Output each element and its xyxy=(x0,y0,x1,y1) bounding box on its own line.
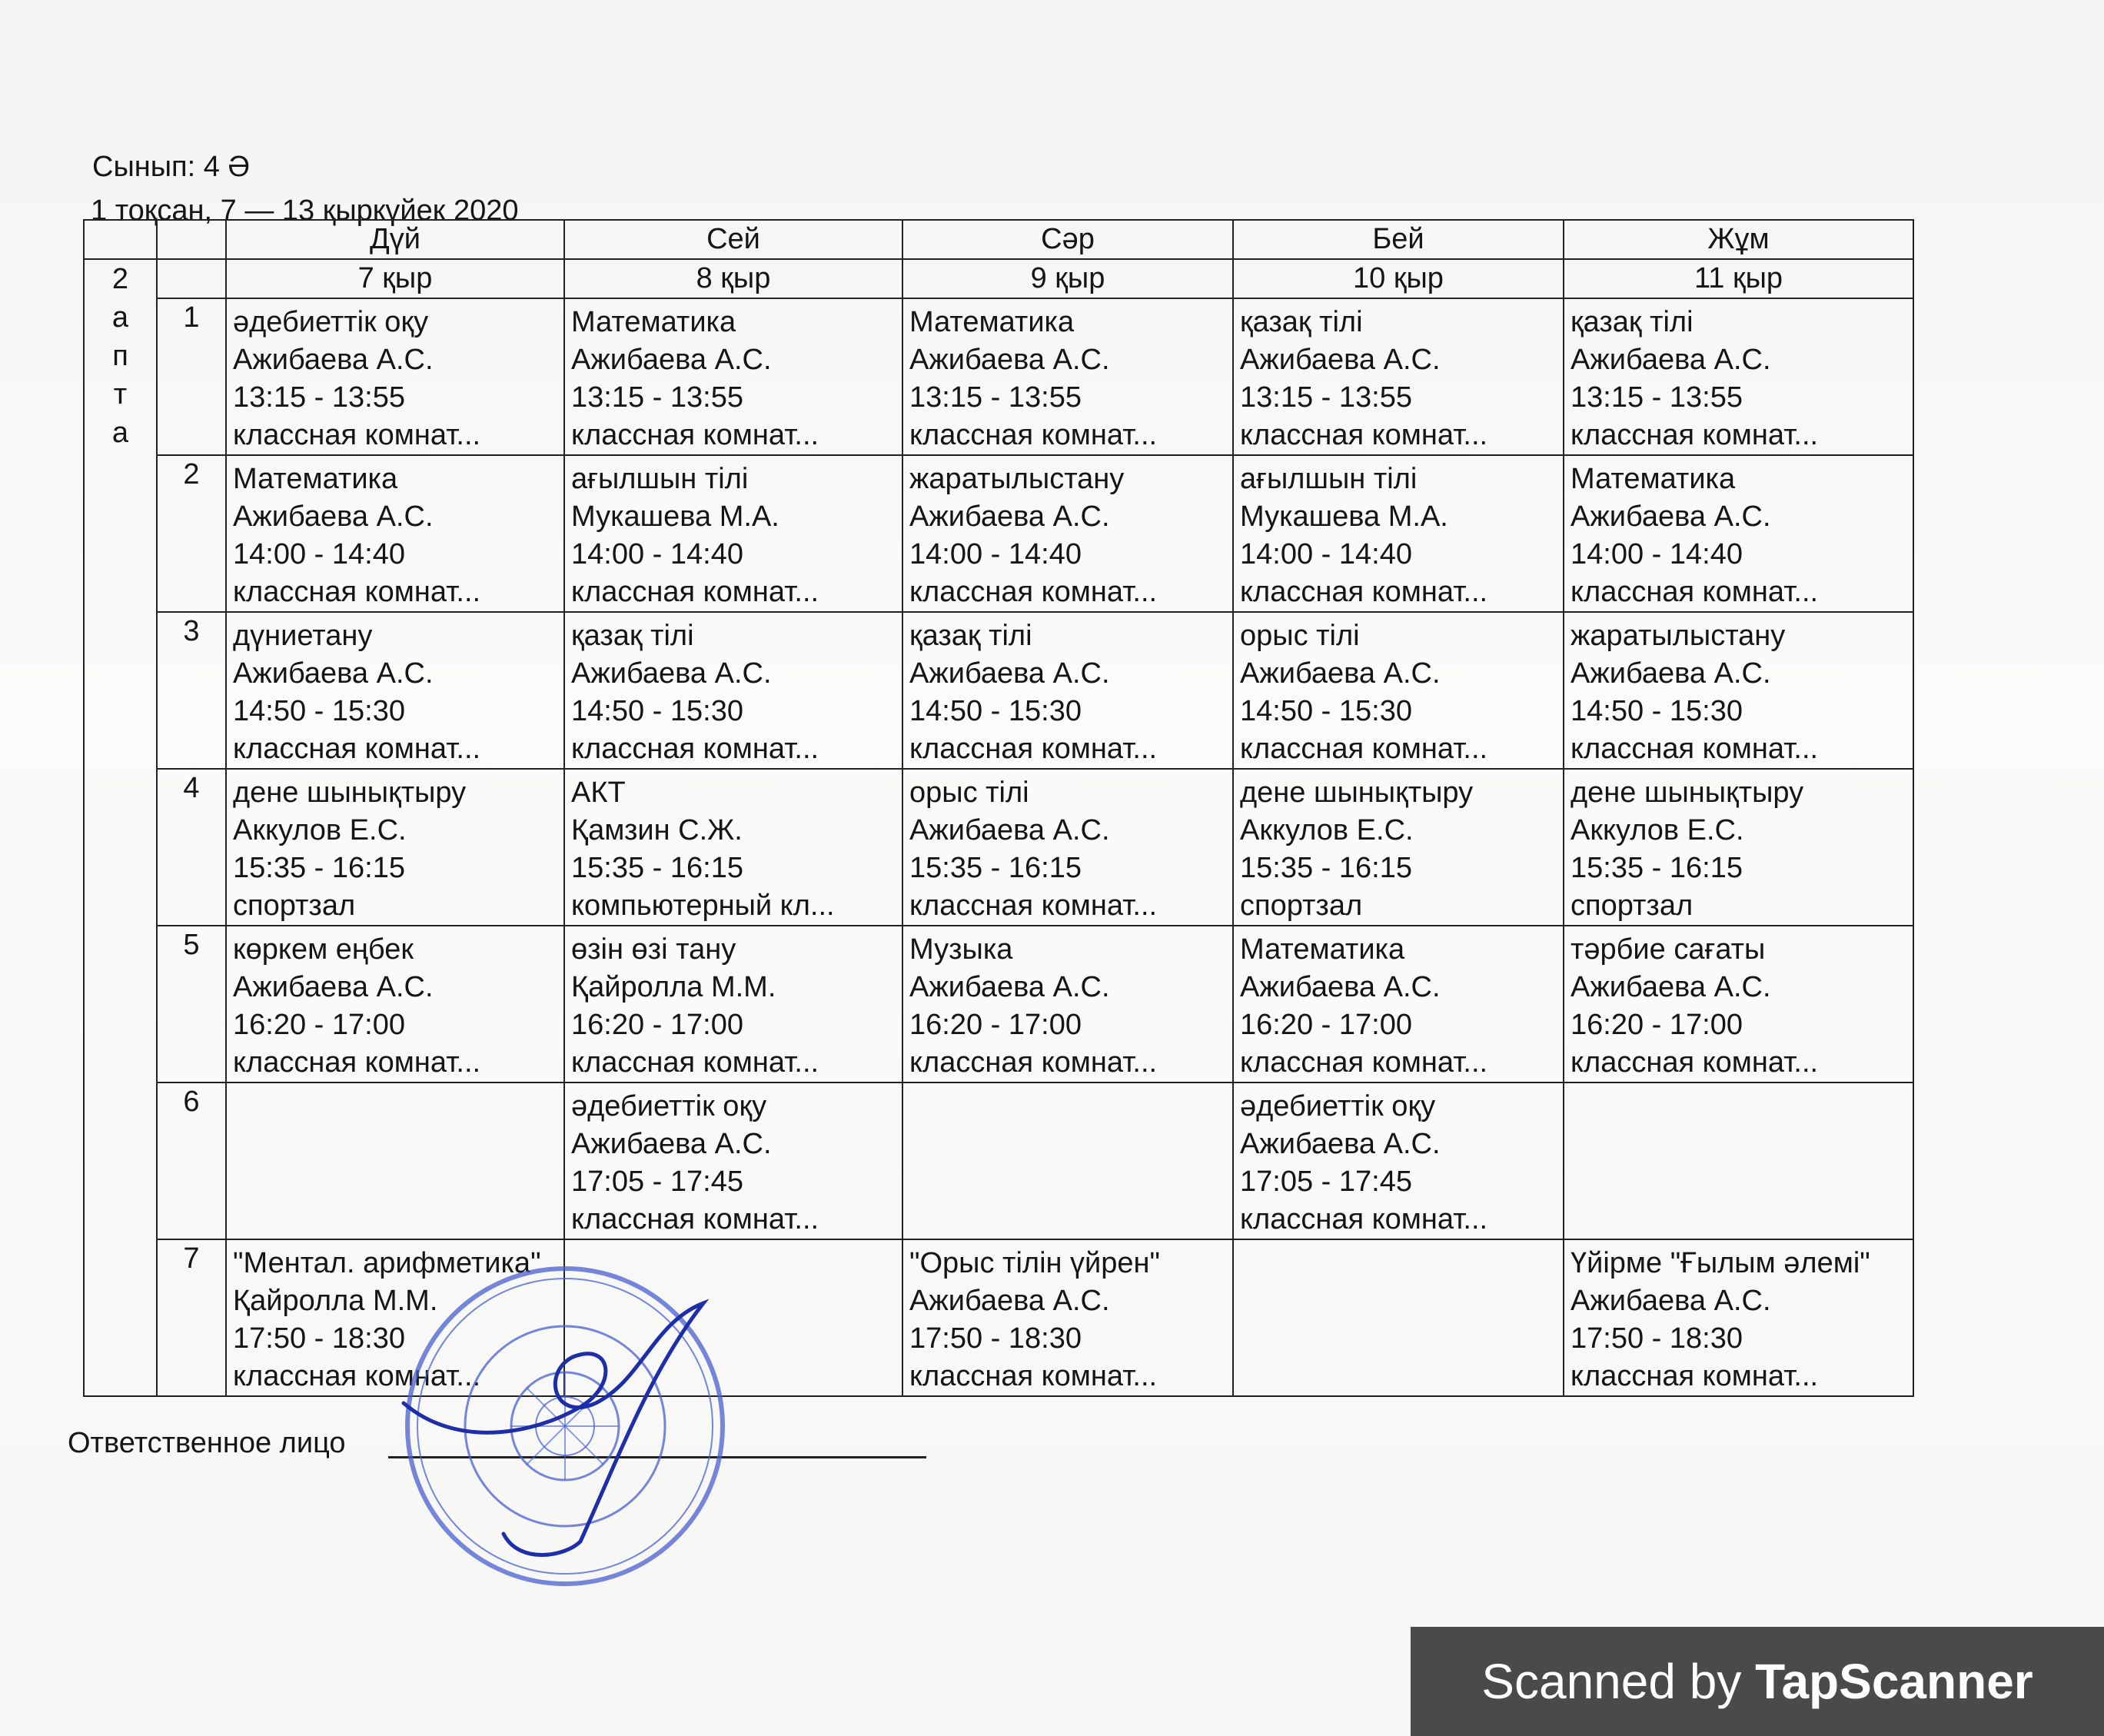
lesson-room: классная комнат... xyxy=(909,733,1158,765)
lesson-cell-mon xyxy=(226,298,564,455)
week-label-char: т xyxy=(113,378,128,411)
lesson-subject xyxy=(1571,1088,1905,1126)
lesson-subject: АКТ xyxy=(571,777,626,809)
lesson-teacher: Ажибаева А.С. xyxy=(909,1285,1110,1317)
lesson-subject: жаратылыстану xyxy=(1571,620,1786,652)
lesson-room: классная комнат... xyxy=(909,1046,1158,1079)
lesson-cell-thu xyxy=(1233,612,1564,769)
lesson-subject xyxy=(233,1088,556,1126)
lesson-time: 14:50 - 15:30 xyxy=(909,695,1082,727)
lesson-time: 16:20 - 17:00 xyxy=(909,1009,1082,1041)
lesson-teacher: Мукашева М.А. xyxy=(1240,501,1448,533)
lesson-time: 14:50 - 15:30 xyxy=(233,695,405,727)
lesson-cell-fri xyxy=(1564,769,1913,926)
lesson-teacher: Ажибаева А.С. xyxy=(1571,1285,1771,1317)
lesson-time: 15:35 - 16:15 xyxy=(909,852,1082,884)
lesson-content xyxy=(1234,456,1563,611)
lesson-teacher: Ажибаева А.С. xyxy=(1240,971,1441,1003)
lesson-teacher: Қайролла М.М. xyxy=(233,1285,438,1317)
lesson-cell-wed xyxy=(902,1239,1233,1396)
lesson-content xyxy=(227,1083,563,1239)
lesson-content xyxy=(565,613,902,768)
lesson-subject: әдебиеттік оқу xyxy=(233,306,429,338)
lesson-content xyxy=(903,926,1232,1082)
lesson-row xyxy=(84,455,1913,612)
watermark-brand: TapScanner xyxy=(1755,1654,2033,1709)
lesson-subject: Математика xyxy=(1571,463,1736,495)
lesson-subject: дене шынықтыру xyxy=(1240,777,1474,809)
lesson-cell-tue xyxy=(564,769,902,926)
lesson-cell-thu xyxy=(1233,769,1564,926)
lesson-cell-tue xyxy=(564,455,902,612)
lesson-teacher: Қайролла М.М. xyxy=(571,971,776,1003)
lesson-time: 14:00 - 14:40 xyxy=(1240,538,1412,570)
lesson-content xyxy=(1234,299,1563,454)
lesson-time xyxy=(1571,1163,1905,1201)
lesson-subject: ағылшын тілі xyxy=(571,463,749,495)
lesson-number: 7 xyxy=(157,1239,226,1396)
lesson-cell-thu xyxy=(1233,298,1564,455)
lesson-time: 15:35 - 16:15 xyxy=(571,852,743,884)
lesson-subject: Математика xyxy=(571,306,736,338)
lesson-room: классная комнат... xyxy=(1240,576,1488,608)
lesson-cell-wed xyxy=(902,1083,1233,1239)
lesson-teacher: Ажибаева А.С. xyxy=(571,1128,772,1160)
day-date-mon: 7 қыр xyxy=(226,259,564,298)
lesson-subject: әдебиеттік оқу xyxy=(1240,1090,1436,1122)
lesson-time: 13:15 - 13:55 xyxy=(1571,381,1743,414)
lesson-subject: дене шынықтыру xyxy=(1571,777,1804,809)
lesson-subject xyxy=(909,1088,1225,1126)
lesson-teacher: Ажибаева А.С. xyxy=(909,501,1110,533)
lesson-subject: Математика xyxy=(1240,933,1405,966)
lesson-subject: тәрбие сағаты xyxy=(1571,933,1766,966)
lesson-cell-fri xyxy=(1564,926,1913,1083)
lesson-content xyxy=(1564,299,1913,454)
lesson-room: классная комнат... xyxy=(571,576,819,608)
lesson-cell-mon xyxy=(226,612,564,769)
lesson-content xyxy=(227,456,563,611)
lesson-room: классная комнат... xyxy=(233,576,481,608)
lesson-cell-wed xyxy=(902,612,1233,769)
lesson-teacher: Ажибаева А.С. xyxy=(1571,971,1771,1003)
lesson-room xyxy=(909,1201,1225,1239)
lesson-time: 17:05 - 17:45 xyxy=(571,1166,743,1198)
lesson-room: классная комнат... xyxy=(233,733,481,765)
lesson-subject: Музыка xyxy=(909,933,1013,966)
lesson-room: спортзал xyxy=(1571,890,1694,922)
lesson-cell-fri xyxy=(1564,1083,1913,1239)
lesson-cell-fri xyxy=(1564,612,1913,769)
lesson-time: 14:50 - 15:30 xyxy=(1571,695,1743,727)
lesson-time: 13:15 - 13:55 xyxy=(571,381,743,414)
lesson-cell-wed xyxy=(902,455,1233,612)
lesson-content xyxy=(1234,613,1563,768)
day-name-mon: Дүй xyxy=(226,220,564,259)
lesson-row xyxy=(84,612,1913,769)
lesson-content xyxy=(227,613,563,768)
lesson-teacher: Ажибаева А.С. xyxy=(1571,344,1771,376)
lesson-room: классная комнат... xyxy=(1240,1046,1488,1079)
lesson-room xyxy=(1571,1201,1905,1239)
day-name-tue: Сей xyxy=(564,220,902,259)
lesson-room: классная комнат... xyxy=(571,1203,819,1235)
lesson-row xyxy=(84,298,1913,455)
lesson-content xyxy=(1564,456,1913,611)
lesson-time: 17:50 - 18:30 xyxy=(909,1322,1082,1355)
lesson-room: классная комнат... xyxy=(571,419,819,451)
corner-cell xyxy=(84,220,157,259)
lesson-room: классная комнат... xyxy=(909,419,1158,451)
lesson-subject: "Ментал. арифметика" xyxy=(233,1247,541,1279)
lesson-room: классная комнат... xyxy=(909,1360,1158,1392)
lesson-time: 17:50 - 18:30 xyxy=(1571,1322,1743,1355)
lesson-room: спортзал xyxy=(1240,890,1363,922)
lesson-subject: дене шынықтыру xyxy=(233,777,467,809)
lesson-subject: ағылшын тілі xyxy=(1240,463,1418,495)
lesson-cell-thu xyxy=(1233,926,1564,1083)
lesson-room: классная комнат... xyxy=(233,1360,481,1392)
lesson-number: 3 xyxy=(157,612,226,769)
lesson-time: 14:00 - 14:40 xyxy=(909,538,1082,570)
lesson-teacher: Ажибаева А.С. xyxy=(233,344,434,376)
lesson-subject: орыс тілі xyxy=(909,777,1029,809)
day-date-fri: 11 қыр xyxy=(1564,259,1913,298)
lesson-time: 17:05 - 17:45 xyxy=(1240,1166,1412,1198)
lesson-room: классная комнат... xyxy=(1240,733,1488,765)
lesson-room: классная комнат... xyxy=(1571,733,1819,765)
day-date-tue: 8 қыр xyxy=(564,259,902,298)
lesson-room: спортзал xyxy=(233,890,356,922)
lesson-cell-fri xyxy=(1564,298,1913,455)
lesson-content xyxy=(903,456,1232,611)
lesson-teacher xyxy=(1571,1126,1905,1163)
schedule-table xyxy=(83,219,1914,1397)
lesson-cell-thu xyxy=(1233,1239,1564,1396)
lesson-room: классная комнат... xyxy=(909,890,1158,922)
lesson-time: 15:35 - 16:15 xyxy=(1240,852,1412,884)
quarter-date-range: 1 тоқсан, 7 — 13 қыркүйек 2020 xyxy=(91,195,519,227)
lesson-teacher xyxy=(909,1126,1225,1163)
lesson-teacher xyxy=(1240,1282,1555,1320)
lesson-cell-mon xyxy=(226,769,564,926)
lesson-subject: жаратылыстану xyxy=(909,463,1125,495)
lesson-room: классная комнат... xyxy=(1571,576,1819,608)
lesson-row xyxy=(84,926,1913,1083)
blank-header-cell xyxy=(157,259,226,298)
lesson-time: 14:00 - 14:40 xyxy=(571,538,743,570)
lesson-teacher: Ажибаева А.С. xyxy=(571,657,772,690)
lesson-time xyxy=(233,1163,556,1201)
class-label: Сынып: 4 Ә xyxy=(92,151,251,183)
week-label-cell xyxy=(84,259,157,1396)
lesson-subject: әдебиеттік оқу xyxy=(571,1090,767,1122)
lesson-content xyxy=(1234,926,1563,1082)
lesson-content xyxy=(1564,1240,1913,1395)
lesson-teacher: Мукашева М.А. xyxy=(571,501,779,533)
lesson-time: 17:50 - 18:30 xyxy=(233,1322,405,1355)
lesson-time: 16:20 - 17:00 xyxy=(1240,1009,1412,1041)
lesson-time: 15:35 - 16:15 xyxy=(1571,852,1743,884)
lesson-content xyxy=(903,1240,1232,1395)
lesson-time: 16:20 - 17:00 xyxy=(233,1009,405,1041)
lesson-subject: Математика xyxy=(233,463,398,495)
lesson-teacher xyxy=(233,1126,556,1163)
lesson-content xyxy=(1234,770,1563,925)
lesson-teacher: Ажибаева А.С. xyxy=(1240,1128,1441,1160)
lesson-teacher: Ажибаева А.С. xyxy=(909,814,1110,846)
lesson-cell-mon xyxy=(226,1083,564,1239)
lesson-content xyxy=(1564,926,1913,1082)
week-label-char: 2 xyxy=(111,263,129,295)
lesson-subject: қазақ тілі xyxy=(1571,306,1694,338)
lesson-cell-thu xyxy=(1233,455,1564,612)
lesson-room: классная комнат... xyxy=(1240,1203,1488,1235)
lesson-content xyxy=(565,1083,902,1239)
lesson-teacher: Ажибаева А.С. xyxy=(233,971,434,1003)
lesson-subject: қазақ тілі xyxy=(571,620,694,652)
day-name-wed: Сәр xyxy=(902,220,1233,259)
lesson-number: 6 xyxy=(157,1083,226,1239)
lesson-content xyxy=(227,299,563,454)
lesson-room: классная комнат... xyxy=(233,419,481,451)
lesson-subject: дүниетану xyxy=(233,620,373,652)
lesson-number: 2 xyxy=(157,455,226,612)
lesson-content xyxy=(565,926,902,1082)
week-label-char: п xyxy=(112,340,128,372)
lesson-row xyxy=(84,769,1913,926)
week-label xyxy=(85,260,156,452)
lesson-time: 13:15 - 13:55 xyxy=(1240,381,1412,414)
watermark-prefix: Scanned by xyxy=(1481,1654,1756,1709)
lesson-time: 13:15 - 13:55 xyxy=(233,381,405,414)
lesson-number: 5 xyxy=(157,926,226,1083)
lesson-teacher: Ажибаева А.С. xyxy=(1571,657,1771,690)
lesson-content xyxy=(1564,1083,1913,1239)
lesson-content xyxy=(903,1083,1232,1239)
day-date-row xyxy=(84,259,1913,298)
lesson-time: 14:50 - 15:30 xyxy=(571,695,743,727)
lesson-teacher: Ажибаева А.С. xyxy=(1240,657,1441,690)
lesson-teacher: Ажибаева А.С. xyxy=(1240,344,1441,376)
lesson-cell-fri xyxy=(1564,455,1913,612)
lesson-room xyxy=(233,1201,556,1239)
lesson-cell-wed xyxy=(902,926,1233,1083)
lesson-cell-thu xyxy=(1233,1083,1564,1239)
lesson-room: классная комнат... xyxy=(233,1046,481,1079)
lesson-content xyxy=(903,613,1232,768)
lesson-content xyxy=(1234,1083,1563,1239)
lesson-cell-tue xyxy=(564,926,902,1083)
lesson-teacher: Аккулов Е.С. xyxy=(233,814,407,846)
scanner-watermark xyxy=(1411,1627,2104,1736)
week-label-char: а xyxy=(111,301,129,334)
lesson-content xyxy=(1234,1240,1563,1395)
lesson-cell-tue xyxy=(564,612,902,769)
lesson-subject xyxy=(1240,1245,1555,1282)
lesson-room: классная комнат... xyxy=(1240,419,1488,451)
lesson-time xyxy=(1240,1320,1555,1358)
lesson-subject: орыс тілі xyxy=(1240,620,1360,652)
lesson-row xyxy=(84,1239,1913,1396)
lesson-room: классная комнат... xyxy=(571,733,819,765)
lesson-subject: Математика xyxy=(909,306,1075,338)
lesson-teacher: Аккулов Е.С. xyxy=(1240,814,1414,846)
lesson-content xyxy=(565,299,902,454)
lesson-time xyxy=(909,1163,1225,1201)
lesson-time: 14:00 - 14:40 xyxy=(1571,538,1743,570)
lesson-teacher: Ажибаева А.С. xyxy=(571,344,772,376)
day-name-fri: Жұм xyxy=(1564,220,1913,259)
lesson-content xyxy=(227,770,563,925)
lesson-cell-tue xyxy=(564,1083,902,1239)
lesson-content xyxy=(903,299,1232,454)
lesson-time: 14:50 - 15:30 xyxy=(1240,695,1412,727)
lesson-content xyxy=(565,456,902,611)
lesson-subject: өзін өзі тану xyxy=(571,933,736,966)
lesson-room: классная комнат... xyxy=(1571,1046,1819,1079)
week-label-char: а xyxy=(111,417,129,449)
lesson-subject: көркем еңбек xyxy=(233,933,414,966)
official-seal-stamp xyxy=(388,1242,742,1595)
lesson-time: 14:00 - 14:40 xyxy=(233,538,405,570)
lesson-time: 15:35 - 16:15 xyxy=(233,852,405,884)
lesson-room: классная комнат... xyxy=(571,1046,819,1079)
lesson-cell-wed xyxy=(902,769,1233,926)
lesson-room: классная комнат... xyxy=(1571,1360,1819,1392)
day-name-thu: Бей xyxy=(1233,220,1564,259)
responsible-person-label: Ответственное лицо xyxy=(68,1427,346,1459)
lesson-time: 13:15 - 13:55 xyxy=(909,381,1082,414)
lesson-subject: қазақ тілі xyxy=(1240,306,1363,338)
day-name-row xyxy=(84,220,1913,259)
lesson-teacher: Ажибаева А.С. xyxy=(909,971,1110,1003)
lesson-room: классная комнат... xyxy=(909,576,1158,608)
lesson-teacher: Аккулов Е.С. xyxy=(1571,814,1744,846)
lesson-teacher: Ажибаева А.С. xyxy=(1571,501,1771,533)
day-date-wed: 9 қыр xyxy=(902,259,1233,298)
lesson-content xyxy=(1564,770,1913,925)
day-date-thu: 10 қыр xyxy=(1233,259,1564,298)
lesson-content xyxy=(1564,613,1913,768)
lesson-teacher: Ажибаева А.С. xyxy=(909,657,1110,690)
lesson-content xyxy=(565,770,902,925)
corner-cell xyxy=(157,220,226,259)
lesson-cell-mon xyxy=(226,926,564,1083)
lesson-cell-tue xyxy=(564,298,902,455)
lesson-teacher: Ажибаева А.С. xyxy=(233,657,434,690)
lesson-time: 16:20 - 17:00 xyxy=(1571,1009,1743,1041)
lesson-number: 1 xyxy=(157,298,226,455)
lesson-subject: қазақ тілі xyxy=(909,620,1032,652)
lesson-room: классная комнат... xyxy=(1571,419,1819,451)
lesson-cell-fri xyxy=(1564,1239,1913,1396)
lesson-subject: "Орыс тілін үйрен" xyxy=(909,1247,1161,1279)
lesson-cell-wed xyxy=(902,298,1233,455)
lesson-time: 16:20 - 17:00 xyxy=(571,1009,743,1041)
lesson-teacher: Ажибаева А.С. xyxy=(909,344,1110,376)
lesson-content xyxy=(227,926,563,1082)
lesson-room xyxy=(1240,1358,1555,1395)
lesson-subject: Үйірме "Ғылым әлемі" xyxy=(1571,1247,1870,1279)
lesson-teacher: Ажибаева А.С. xyxy=(233,501,434,533)
lesson-content xyxy=(903,770,1232,925)
lesson-teacher: Қамзин С.Ж. xyxy=(571,814,743,846)
lesson-number: 4 xyxy=(157,769,226,926)
lesson-cell-mon xyxy=(226,455,564,612)
lesson-room: компьютерный кл... xyxy=(571,890,835,922)
lesson-row xyxy=(84,1083,1913,1239)
